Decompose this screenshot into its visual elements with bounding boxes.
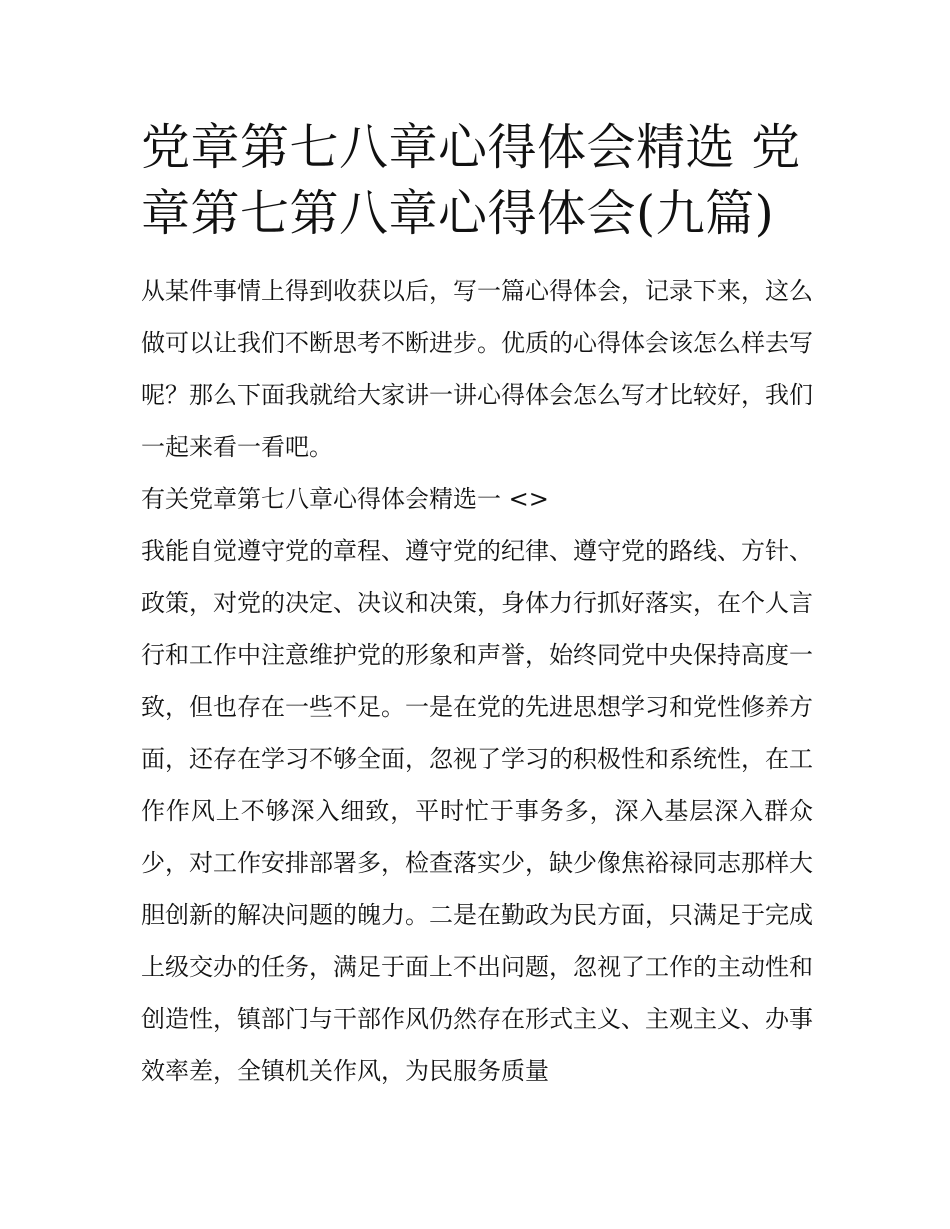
body-paragraph: 我能自觉遵守党的章程、遵守党的纪律、遵守党的路线、方针、政策，对党的决定、决议和决策，身体力行抓好落实，在个人言行和工作中注意维护党的形象和声誉，始终同党中央保持高度一致，但也存在一些不足。一是在党的先进思想学习和党性修养方面，还存在学习不够全面，忽视了学习的积极性和系统性，在工作作风上不够深入细致，平时忙于事务多，深入基层深入群众少，对工作安排部署多，检查落实少，缺少像焦裕禄同志那样大胆创新的解决问题的魄力。二是在勤政为民方面，只满足于完成上级交办的任务，满足于面上不出问题，忽视了工作的主动性和创造性，镇部门与干部作风仍然存在形式主义、主观主义、办事效率差，全镇机关作风，为民服务质量 [141,537,813,1085]
document-content [141,115,813,1097]
document-title: 党章第七八章心得体会精选 党章第七第八章心得体会(九篇) [141,119,801,242]
section-heading: 有关党章第七八章心得体会精选一 <> [141,485,549,513]
intro-paragraph: 从某件事情上得到收获以后，写一篇心得体会，记录下来，这么做可以让我们不断思考不断进步。优质的心得体会该怎么样去写呢？那么下面我就给大家讲一讲心得体会怎么写才比较好，我们一起来看一看吧。 [141,277,813,461]
